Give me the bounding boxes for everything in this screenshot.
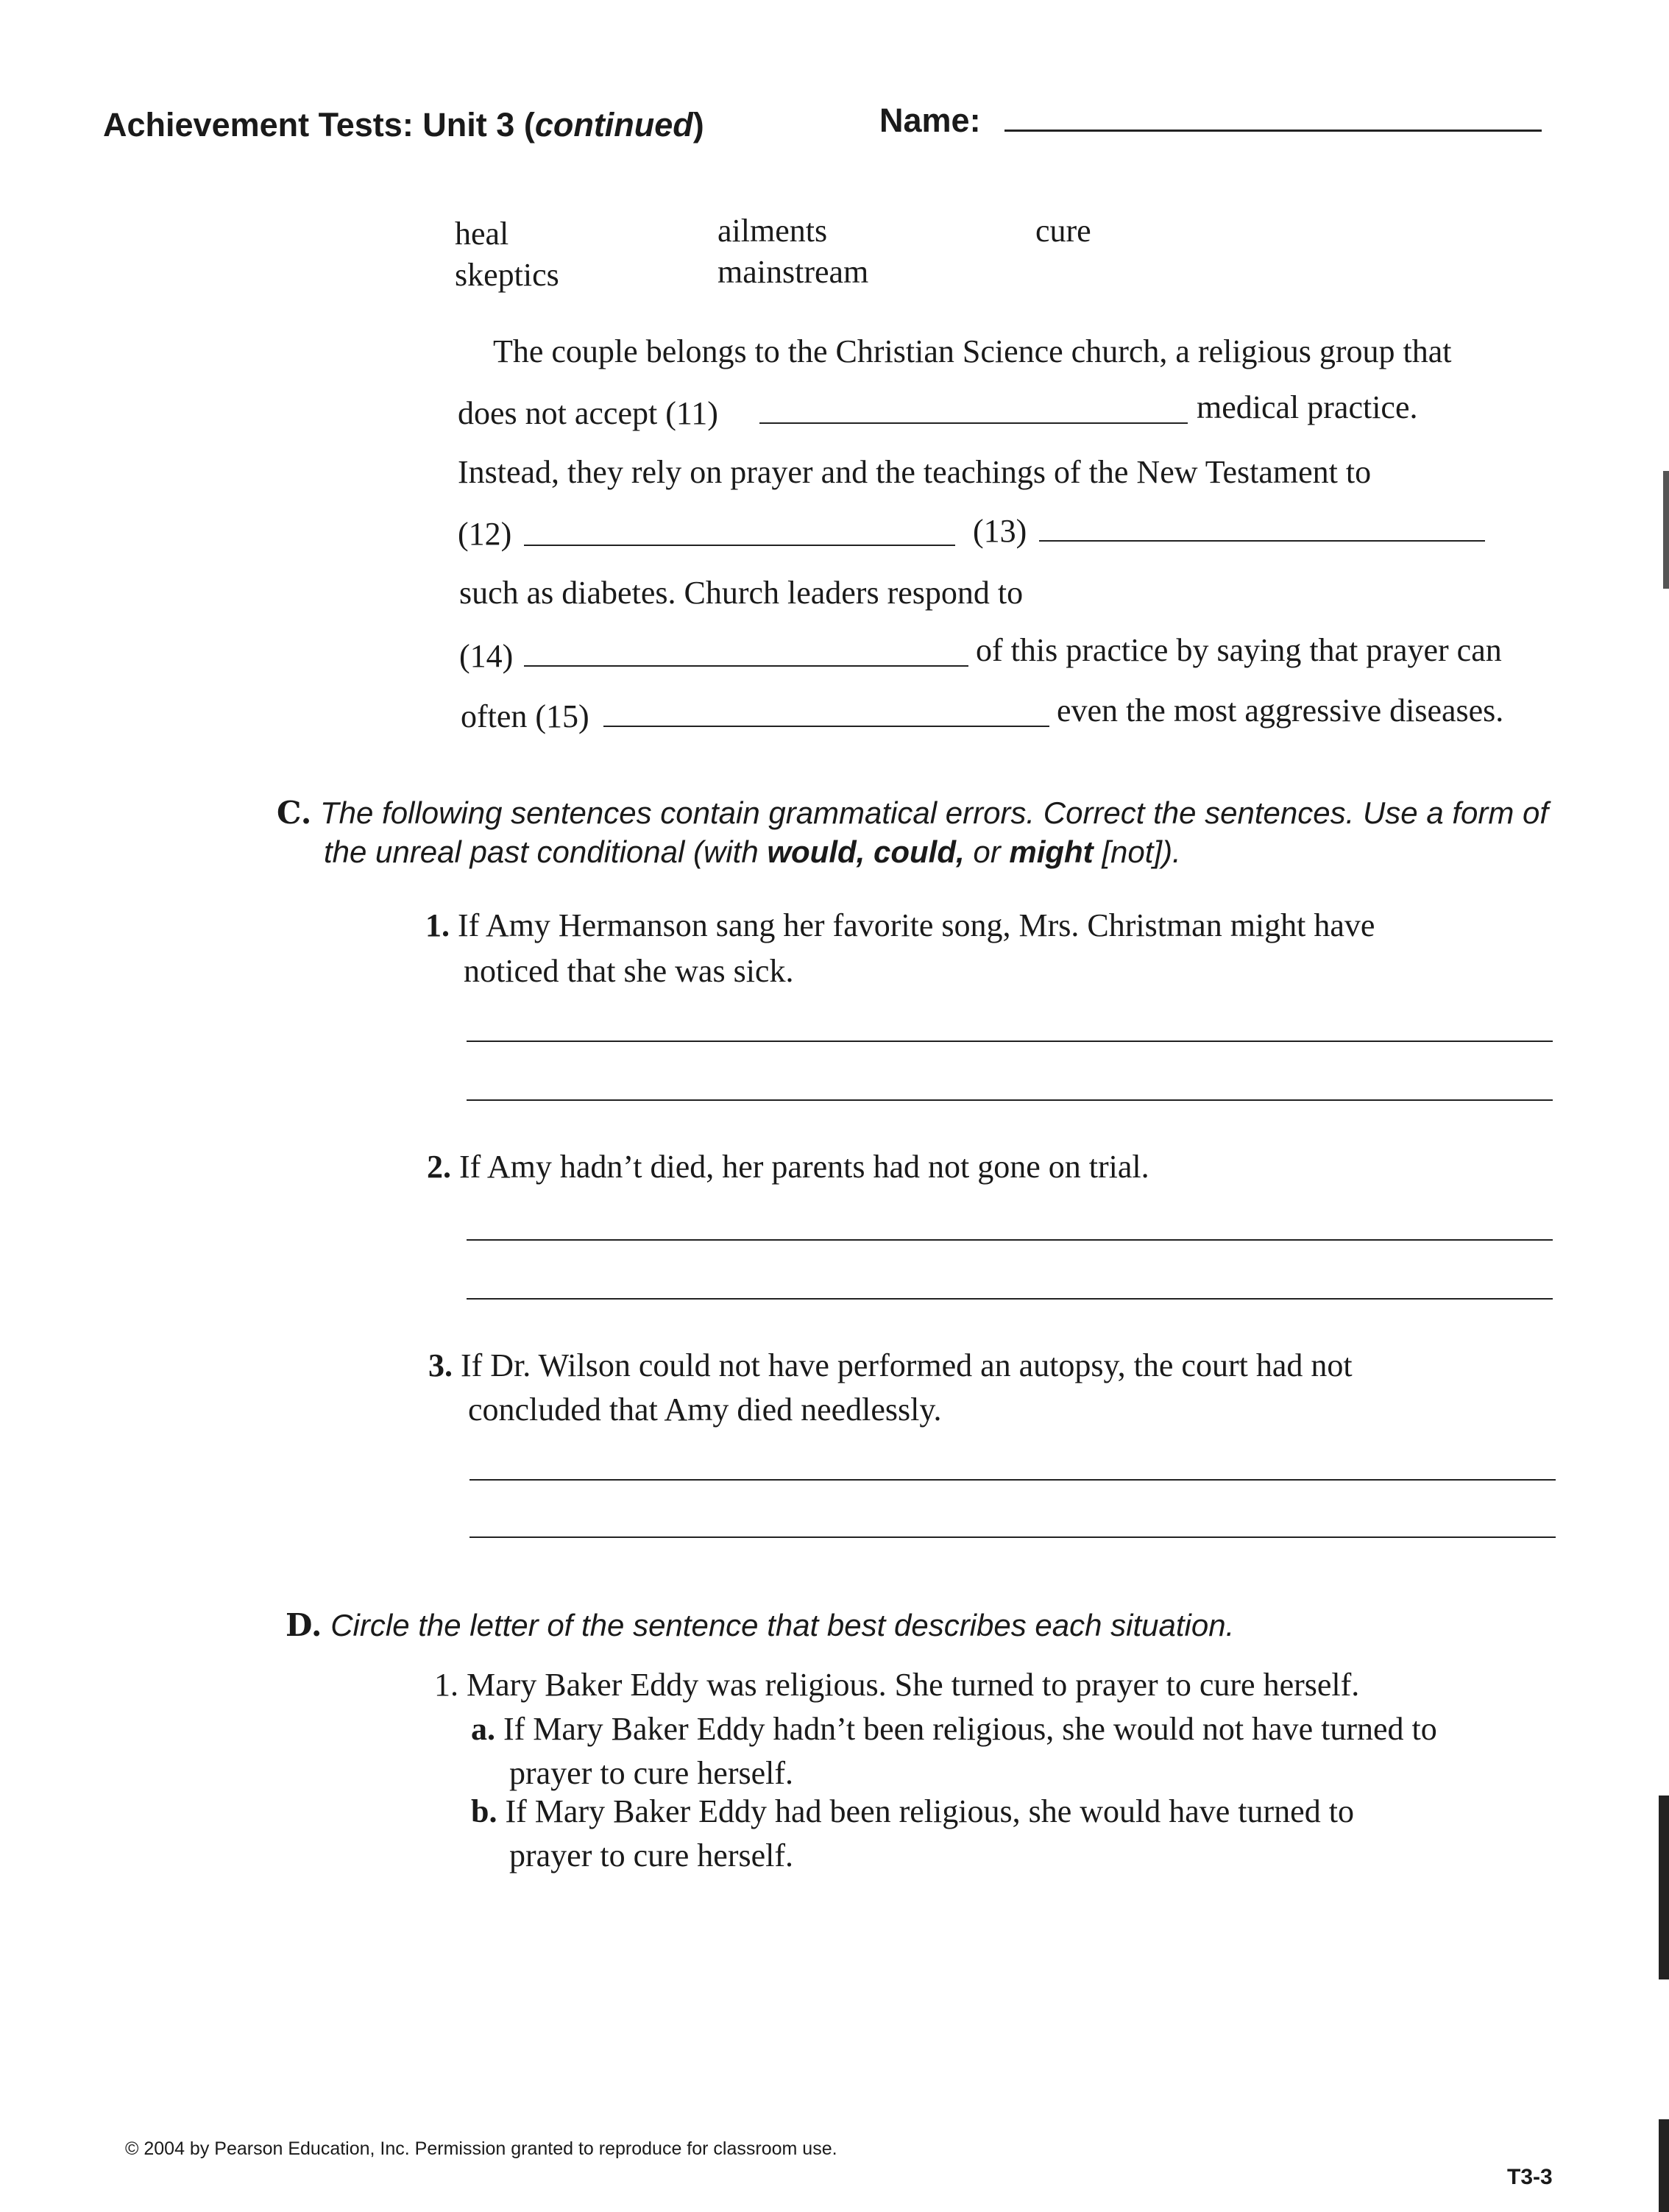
title-text: Achievement Tests: Unit 3 ( xyxy=(103,106,535,143)
answer-line[interactable] xyxy=(467,1099,1553,1101)
choice-b[interactable] xyxy=(471,1793,1354,1830)
instruction-bold: would, could, xyxy=(767,834,965,869)
section-d-instruction xyxy=(286,1607,1234,1643)
paragraph-line: The couple belongs to the Christian Science church, a religious group that xyxy=(493,333,1452,369)
paragraph-line: (14) xyxy=(459,638,514,674)
blank-13[interactable] xyxy=(1039,540,1485,542)
blank-15[interactable] xyxy=(603,726,1049,727)
section-c-instruction-2 xyxy=(324,834,1181,870)
item-text: If Amy Hermanson sang her favorite song, Mrs. Christman might have xyxy=(458,907,1375,943)
item-text-line2: concluded that Amy died needlessly. xyxy=(468,1392,942,1428)
item-number: 3. xyxy=(428,1347,453,1383)
paragraph-line: often (15) xyxy=(461,698,589,734)
blank-11[interactable] xyxy=(759,422,1188,424)
paragraph-line: such as diabetes. Church leaders respond to xyxy=(459,575,1024,611)
name-field-line[interactable] xyxy=(1004,130,1542,132)
instruction-text: the unreal past conditional (with xyxy=(324,834,768,869)
instruction-text: The following sentences contain grammatical errors. Correct the sentences. Use a form of xyxy=(319,795,1549,830)
instruction-text: or xyxy=(964,834,1010,869)
scan-edge-mark xyxy=(1659,1796,1669,1979)
answer-line[interactable] xyxy=(467,1041,1553,1042)
word-bank-item: cure xyxy=(1035,213,1091,249)
list-item xyxy=(427,1148,1149,1185)
paragraph-line: does not accept (11) xyxy=(458,395,718,431)
choice-letter[interactable]: a. xyxy=(471,1711,495,1747)
paragraph-line: medical practice. xyxy=(1197,389,1418,425)
title-italic: continued xyxy=(534,106,693,143)
title-suffix: ) xyxy=(692,106,704,143)
choice-a[interactable] xyxy=(471,1710,1437,1748)
list-item xyxy=(425,907,1375,944)
scan-edge-mark xyxy=(1663,471,1669,589)
paragraph-line: (13) xyxy=(973,513,1027,549)
paragraph-line: Instead, they rely on prayer and the teachings of the New Testament to xyxy=(458,454,1372,490)
choice-a-line2: prayer to cure herself. xyxy=(509,1755,794,1791)
answer-line[interactable] xyxy=(469,1479,1556,1481)
item-number: 1. xyxy=(425,907,450,943)
word-bank-item: heal xyxy=(455,216,509,252)
blank-12[interactable] xyxy=(524,545,955,546)
blank-14[interactable] xyxy=(524,665,968,667)
answer-line[interactable] xyxy=(469,1536,1556,1538)
name-label: Name: xyxy=(879,102,981,139)
item-text: If Amy hadn’t died, her parents had not gone on trial. xyxy=(459,1149,1149,1185)
answer-line[interactable] xyxy=(467,1298,1553,1300)
word-bank-item: ailments xyxy=(717,213,828,249)
paragraph-line: of this practice by saying that prayer can xyxy=(976,632,1502,668)
choice-b-line2: prayer to cure herself. xyxy=(509,1837,794,1874)
copyright-notice: © 2004 by Pearson Education, Inc. Permission granted to reproduce for classroom use. xyxy=(125,2138,837,2159)
answer-line[interactable] xyxy=(467,1239,1553,1241)
section-letter: C. xyxy=(277,795,312,831)
instruction-text: Circle the letter of the sentence that best describes each situation. xyxy=(330,1608,1235,1642)
page-title xyxy=(103,106,704,144)
paragraph-line: even the most aggressive diseases. xyxy=(1057,692,1504,729)
section-c-instruction xyxy=(277,795,1548,831)
item-number: 2. xyxy=(427,1149,451,1185)
word-bank-item: skeptics xyxy=(455,257,559,293)
choice-letter[interactable]: b. xyxy=(471,1793,497,1829)
item-text: If Dr. Wilson could not have performed an autopsy, the court had not xyxy=(461,1347,1353,1383)
choice-text: If Mary Baker Eddy had been religious, she would have turned to xyxy=(505,1793,1354,1829)
section-letter: D. xyxy=(286,1607,322,1643)
page-number: T3-3 xyxy=(1507,2165,1553,2189)
item-text-line2: noticed that she was sick. xyxy=(464,953,794,989)
scan-edge-mark xyxy=(1659,2119,1669,2212)
item-text: Mary Baker Eddy was religious. She turned to prayer to cure herself. xyxy=(467,1667,1360,1703)
instruction-text: [not]). xyxy=(1093,834,1181,869)
item-number: 1. xyxy=(434,1667,458,1703)
word-bank-item: mainstream xyxy=(717,254,869,290)
instruction-bold: might xyxy=(1009,834,1094,869)
paragraph-line: (12) xyxy=(458,516,512,552)
choice-text: If Mary Baker Eddy hadn’t been religious, she would not have turned to xyxy=(503,1711,1437,1747)
list-item xyxy=(428,1347,1353,1384)
list-item xyxy=(434,1666,1359,1704)
